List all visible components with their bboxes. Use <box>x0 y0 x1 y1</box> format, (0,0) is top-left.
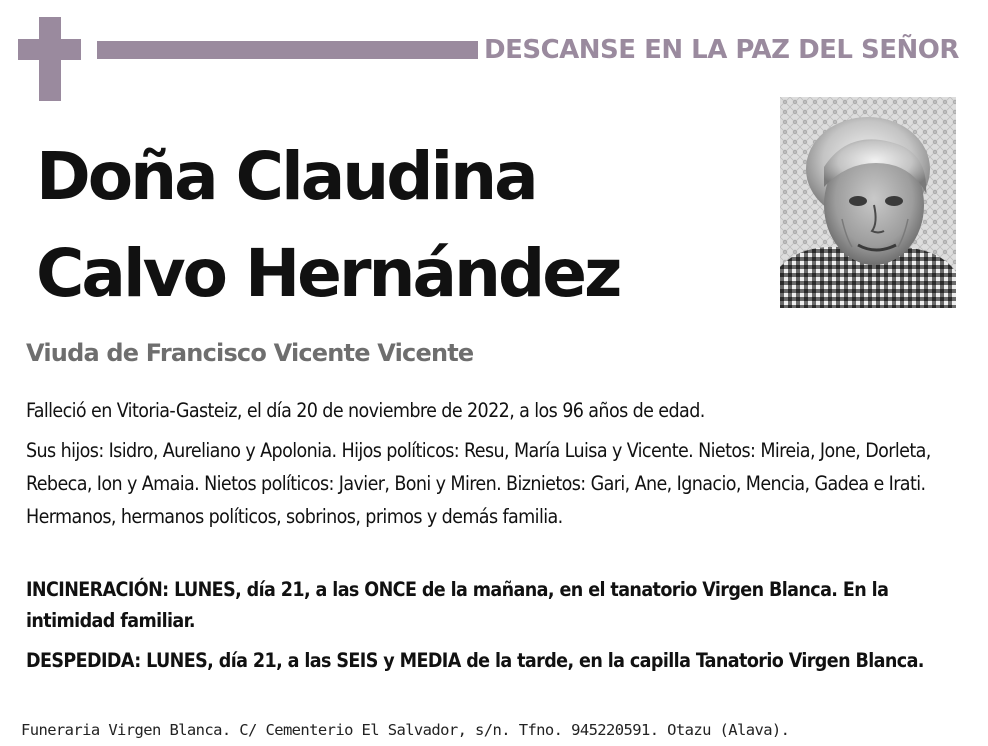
death-notice-paragraph: Falleció en Vitoria-Gasteiz, el día 20 de noviembre de 2022, a los 96 años de edad. <box>26 399 705 422</box>
header-title: DESCANSE EN LA PAZ DEL SEÑOR <box>484 35 959 65</box>
family-paragraph: Sus hijos: Isidro, Aureliano y Apolonia. Hijos políticos: Resu, María Luisa y Vicente. Nietos: Mireia, Jone, Dorleta, Rebeca, Ion y Amaia. Nietos políticos: Javier, Boni y Miren. Biznietos: Gari, Ane, Ignacio, Mencia, Gadea e Irati. Hermanos, hermanos políticos, sobrinos, primos y demás familia. <box>26 439 931 528</box>
deceased-name-line-2: Calvo Hernández <box>36 235 620 312</box>
portrait-photo-icon <box>780 97 956 308</box>
header-rule <box>97 41 478 59</box>
deceased-name-line-1: Doña Claudina <box>36 138 536 215</box>
portrait-photo <box>780 97 956 308</box>
funeral-home-footer: Funeraria Virgen Blanca. C/ Cementerio El Salvador, s/n. Tfno. 945220591. Otazu (Alava). <box>21 721 790 739</box>
widow-of-subtitle: Viuda de Francisco Vicente Vicente <box>26 339 474 367</box>
cross-icon-horizontal <box>18 39 81 60</box>
farewell-paragraph: DESPEDIDA: LUNES, día 21, a las SEIS y MEDIA de la tarde, en la capilla Tanatorio Virgen Blanca. <box>26 649 924 672</box>
cremation-paragraph: INCINERACIÓN: LUNES, día 21, a las ONCE de la mañana, en el tanatorio Virgen Blanca. En la intimidad familiar. <box>26 578 889 632</box>
